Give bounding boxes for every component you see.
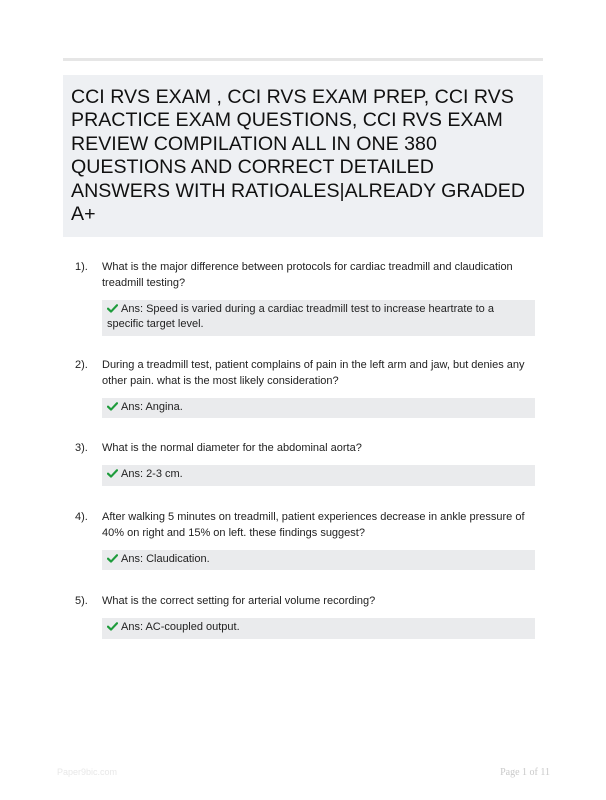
question-number: 1). <box>75 261 88 273</box>
answer-box <box>102 550 535 571</box>
answer-box <box>102 618 535 639</box>
question-text: What is the correct setting for arterial volume recording? <box>102 595 376 607</box>
question-text: During a treadmill test, patient complains of pain in the left arm and jaw, but denies any other pain. what is the most likely consideration? <box>102 359 525 387</box>
qa-item-4 <box>75 510 545 570</box>
answer-box <box>102 300 535 337</box>
answer-box <box>102 398 535 419</box>
page-number: Page 1 of 11 <box>500 767 550 778</box>
question-row <box>75 260 545 292</box>
check-icon <box>107 622 118 631</box>
question-number: 4). <box>75 511 88 523</box>
answer-text: Ans: Speed is varied during a cardiac treadmill test to increase heartrate to a specific target level. <box>107 302 494 331</box>
check-icon <box>107 402 118 411</box>
question-number: 3). <box>75 442 88 454</box>
check-icon <box>107 554 118 563</box>
question-row <box>75 441 545 457</box>
qa-item-3 <box>75 441 545 486</box>
answer-box <box>102 465 535 486</box>
answer-text: Ans: Claudication. <box>121 552 210 565</box>
question-text: What is the normal diameter for the abdominal aorta? <box>102 442 362 454</box>
title-banner <box>63 75 543 237</box>
question-row <box>75 358 545 390</box>
qa-item-5 <box>75 594 545 639</box>
question-row <box>75 594 545 610</box>
question-number: 5). <box>75 595 88 607</box>
answer-text: Ans: 2-3 cm. <box>121 467 183 480</box>
answer-text: Ans: AC-coupled output. <box>121 620 240 633</box>
qa-item-1 <box>75 260 545 336</box>
answer-text: Ans: Angina. <box>121 400 183 413</box>
question-number: 2). <box>75 359 88 371</box>
footer-watermark: Paper9bic.com <box>57 767 118 777</box>
top-divider <box>63 58 543 61</box>
question-row <box>75 510 545 542</box>
check-icon <box>107 304 118 313</box>
question-text: After walking 5 minutes on treadmill, patient experiences decrease in ankle pressure of 40% on right and 15% on left. these findings suggest? <box>102 511 525 539</box>
document-title: CCI RVS EXAM , CCI RVS EXAM PREP, CCI RVS PRACTICE EXAM QUESTIONS, CCI RVS EXAM REVIEW COMPILATION ALL IN ONE 380 QUESTIONS AND CORRECT DETAILED ANSWERS WITH RATIOALES|ALREADY GRADED A+ <box>71 86 526 226</box>
check-icon <box>107 469 118 478</box>
qa-item-2 <box>75 358 545 418</box>
question-text: What is the major difference between protocols for cardiac treadmill and claudication treadmill testing? <box>102 261 513 289</box>
